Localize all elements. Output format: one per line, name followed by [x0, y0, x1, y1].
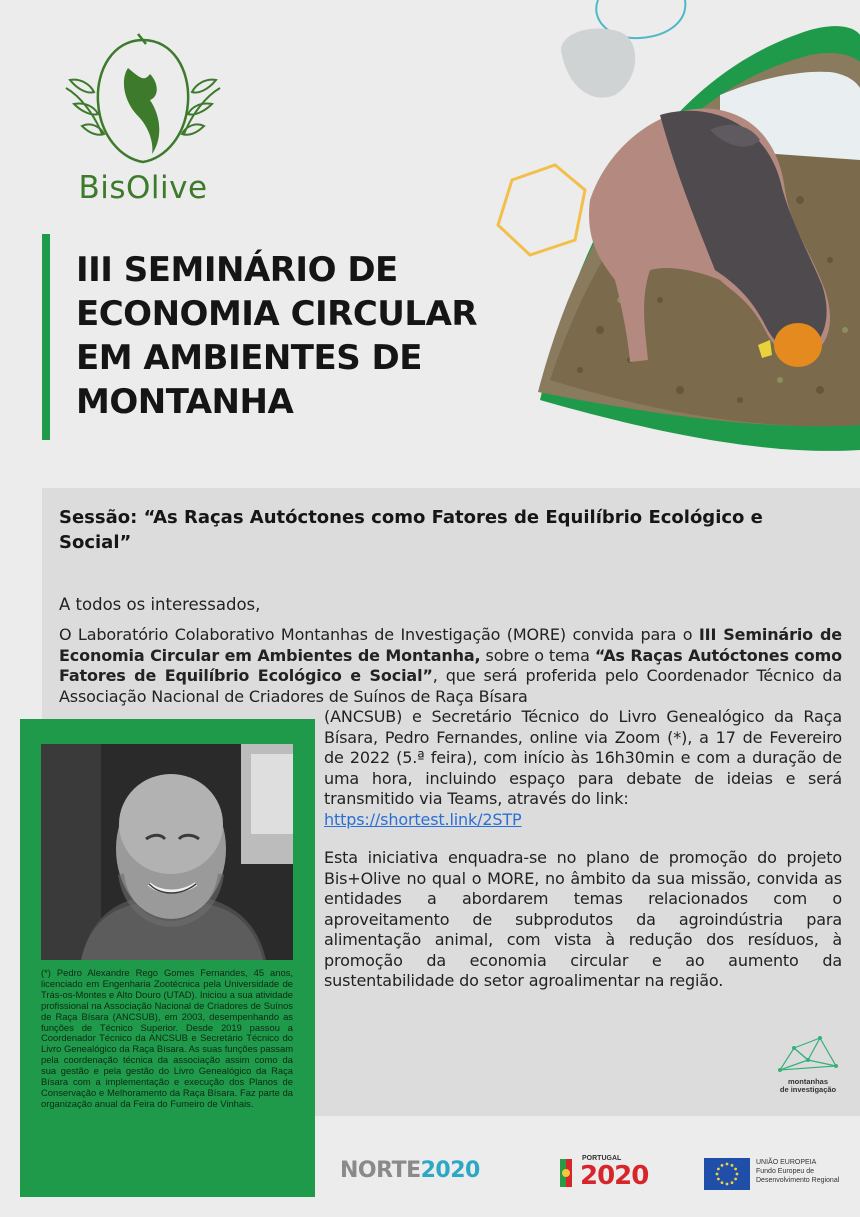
eu-line: UNIÃO EUROPEIA [756, 1159, 817, 1166]
invitation-paragraph-continued [324, 707, 842, 830]
title-line: III SEMINÁRIO DE [76, 250, 398, 290]
decorative-shapes [480, 0, 860, 460]
title-line: ECONOMIA CIRCULAR [76, 294, 478, 334]
norte-text: NORTE [340, 1158, 421, 1183]
theme-name: “As Raças Autóctones como Fatores de Equilíbrio Ecológico e Social” [59, 645, 842, 685]
session-link[interactable]: https://shortest.link/2STP [324, 809, 522, 829]
portugal2020-logo [556, 1155, 661, 1191]
page-title [76, 248, 506, 424]
paragraph-text: sobre o tema [480, 645, 595, 665]
portugal-label: PORTUGAL [582, 1155, 622, 1162]
seminar-name: III Seminário de Economia Circular em Ambientes de Montanha, [59, 625, 842, 665]
invitation-paragraph [59, 625, 842, 707]
more-logo-text [770, 1078, 846, 1094]
speaker-bio-text: (*) Pedro Alexandre Rego Gomes Fernandes, 45 anos, licenciado em Engenharia Zootécnica pela Universidade de Trás-os-Montes e Alto Douro (UTAD). Iniciou a sua atividade profissional na Associação Nacional de Criadores de Suínos de Raça Bísara (ANCSUB), em 2003, desempenhando as funções de Técnico Superior. Desde 2019 passou a Coordenador Técnico da ANCSUB e Secretário Técnico do Livro Genealógico da Raça Bísara. As suas funções passam pela coordenação técnica da associação assim como da sua gestão e pela gestão do Livro Genealógico da Raça Bísara com a implementação e execução dos Planos de Conservação e Melhoramento da Raça Bísara. Faz parte da organização anual da Feira do Fumeiro de Vinhais. [41, 967, 293, 1109]
greeting-text: A todos os interessados, [59, 595, 261, 614]
brand-name: BisOlive [78, 170, 208, 206]
more-line: montanhas [787, 1077, 828, 1086]
title-line: EM AMBIENTES DE [76, 338, 422, 378]
norte2020-logo [340, 1158, 480, 1183]
eu-flag-icon [704, 1158, 750, 1190]
initiative-paragraph: Esta iniciativa enquadra-se no plano de promoção do projeto Bis+Olive no qual o MORE, no âmbito da sua missão, convida as entidades a abordarem temas relacionados com o aproveitamento de subprodutos da agroindústria para alimentação animal, com vista à redução dos resíduos, à promoção da economia circular e ao aumento da sustentabilidade do setor agroalimentar na região. [324, 848, 842, 990]
title-accent-bar [42, 234, 50, 440]
more-line: de investigação [779, 1085, 837, 1094]
norte-year: 2020 [420, 1158, 480, 1183]
paragraph-text: O Laboratório Colaborativo Montanhas de Investigação (MORE) convida para o [59, 625, 699, 644]
bisolive-logo [58, 30, 228, 215]
session-heading: Sessão: “As Raças Autóctones como Fatores de Equilíbrio Ecológico e Social” [59, 507, 763, 553]
portugal-flag-icon [556, 1157, 578, 1189]
eu-line: Desenvolvimento Regional [756, 1177, 840, 1184]
eu-fund-logo [704, 1158, 844, 1192]
more-logo [770, 1030, 846, 1100]
speaker-photo [41, 744, 293, 960]
olive-leaf-icon [58, 30, 228, 170]
title-line: MONTANHA [76, 382, 294, 422]
eu-text [756, 1158, 839, 1185]
paragraph-text: , que será proferida pelo Coordenador Técnico da Associação Nacional de Criadores de Suínos de Raça Bísara [59, 666, 842, 706]
mountain-network-icon [770, 1030, 846, 1078]
portugal-year: 2020 [580, 1161, 649, 1191]
paragraph-text: (ANCSUB) e Secretário Técnico do Livro Genealógico da Raça Bísara, Pedro Fernandes, online via Zoom (*), a 17 de Fevereiro de 2022 (5.ª feira), com início às 16h30min e com a duração de uma hora, incluindo espaço para debate de ideias e será transmitido via Teams, através do link: [324, 707, 842, 808]
eu-line: Fundo Europeu de [756, 1168, 814, 1175]
